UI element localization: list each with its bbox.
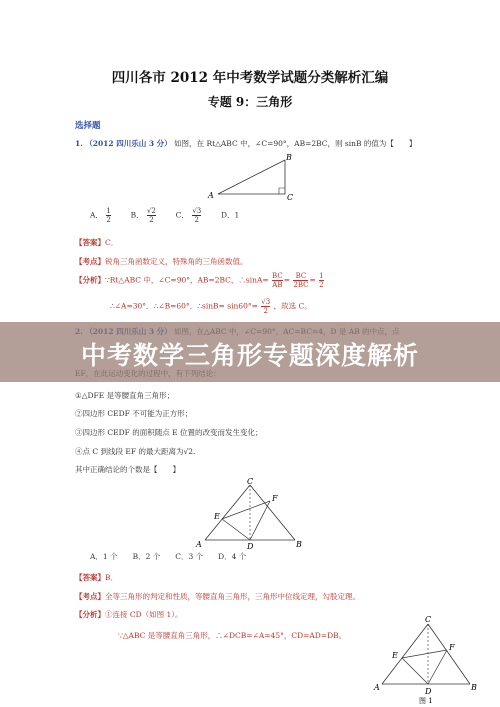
fig1-label-e: E: [392, 651, 398, 660]
question-1-stem: [75, 138, 416, 149]
q1-option-c-fraction: $\frac{√3}{2}$: [192, 207, 202, 224]
banner-title: 中考数学三角形专题深度解析: [80, 341, 419, 370]
question-1-analysis-line-1: 【分析】∵Rt△ABC 中，∠C=90°，AB=2BC，∴sinA= $\frac{BC}{AB}$ = $\frac{BC}{2BC}$ = $\frac{1}{2}$: [75, 272, 324, 289]
q1-label-c: C: [287, 193, 294, 202]
question-1-figure: [200, 150, 310, 205]
fig1-caption: 图 1: [419, 697, 433, 704]
q2-label-d: D: [247, 542, 254, 550]
question-2-count: 其中正确结论的个数是【 】: [75, 465, 180, 474]
question-1-options: [90, 207, 239, 224]
q1-option-b-fraction: $\frac{√2}{2}$: [146, 207, 156, 224]
question-1-point: 【考点】锐角三角函数定义，特殊角的三角函数值。: [75, 257, 248, 266]
question-2-figure: [190, 475, 310, 550]
q1-option-b-label: B．: [130, 210, 144, 220]
question-2-item-3: ③四边形 CEDF 的面积随点 E 位置的改变而发生变化；: [75, 428, 263, 437]
q1-option-a-fraction: $\frac{1}{2}$: [106, 207, 111, 224]
q1-option-a-label: A．: [90, 210, 103, 220]
fig1-label-a: A: [374, 683, 380, 692]
question-2-analysis-line-1: 【分析】①连接 CD（如图 1）。: [75, 610, 183, 619]
fig1-label-b: B: [471, 683, 477, 692]
fig1-label-d: D: [425, 687, 432, 696]
q2-label-c: C: [247, 477, 254, 486]
q1-option-d: D．1: [221, 210, 240, 220]
q2-label-a: A: [196, 540, 202, 549]
question-1-analysis-line-2: ∴∠A=30°．∴∠B=60°．∴sinB= sin60°= $\frac{√3}{2}$ ，故选 C。: [110, 298, 312, 315]
fig1-label-f: F: [449, 643, 455, 652]
question-2-analysis-figure: [372, 612, 482, 704]
question-2-answer: 【答案】B．: [75, 573, 119, 582]
fig1-label-c: C: [425, 615, 432, 624]
question-1-text: 如图，在 Rt△ABC 中，∠C=90°，AB=2BC，则 sinB 的值为【 】: [174, 139, 417, 148]
question-2-options: A．1 个 B．2 个 C．3 个 D．4 个: [90, 552, 247, 561]
question-1-answer: 【答案】C．: [75, 238, 119, 247]
question-2-analysis-line-2: ∵△ABC 是等腰直角三角形，∴∠DCB=∠A=45°，CD=AD=DB。: [118, 631, 347, 640]
question-2-point: 【考点】全等三角形的判定和性质，等腰直角三角形，三角形中位线定理，勾股定理。: [75, 592, 360, 601]
section-heading: 选择题: [75, 121, 101, 131]
question-2-item-2: ②四边形 CEDF 不可能为正方形；: [75, 409, 193, 418]
question-1-source: （2012 四川乐山 3 分）: [85, 139, 172, 148]
q1-label-b: B: [286, 153, 292, 162]
q2-label-e: E: [214, 512, 220, 521]
q2-label-f: F: [272, 494, 278, 503]
question-2-item-1: ①△DFE 是等腰直角三角形；: [75, 391, 175, 400]
document-subtitle: 专题 9：三角形: [207, 95, 293, 109]
document-title: 四川各市 2012 年中考数学试题分类解析汇编: [111, 70, 389, 86]
q2-label-b: B: [296, 540, 302, 549]
question-2-item-4: ④点 C 到线段 EF 的最大距离为√2.: [75, 447, 196, 456]
question-1-number: 1.: [75, 139, 83, 148]
q1-label-a: A: [208, 191, 214, 200]
q1-option-c-label: C．: [175, 210, 189, 220]
